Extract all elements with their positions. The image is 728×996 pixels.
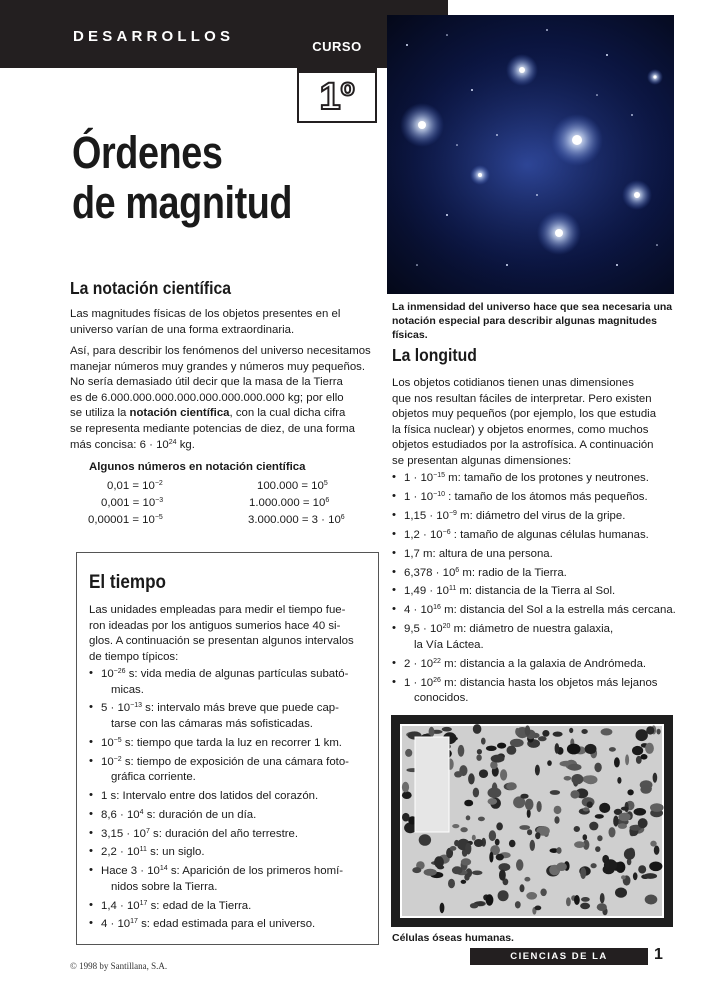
list-item-text: m: distancia del Sol a la estrella más cercana. — [440, 604, 676, 617]
text-line: objetos muy pequeños (por ejemplo, los que estudia — [392, 408, 657, 421]
notation-examples-box — [80, 455, 378, 535]
title-line: de magnitud — [72, 177, 293, 228]
list-item-continuation: micas. — [111, 683, 144, 696]
list-item-line — [101, 845, 371, 861]
list-item-continuation: gráfica corriente. — [111, 771, 196, 784]
text-line: ron ideadas por los antiguos sumerios hace 40 si- — [89, 619, 341, 632]
bullet-marker: • — [89, 826, 93, 839]
page-title — [72, 128, 292, 228]
list-item-value: 4 · 10 — [404, 604, 434, 617]
value: 1.000.000 = 10 — [249, 497, 326, 509]
list-item-line — [101, 827, 371, 843]
text-line — [70, 406, 385, 422]
list-item-line — [404, 676, 704, 692]
exponent: −26 — [113, 668, 126, 675]
bullet-marker: • — [392, 527, 396, 540]
exponent: 16 — [433, 604, 441, 612]
list-item-continuation: conocidos. — [414, 692, 469, 705]
list-item-value: 1,4 · 10 — [101, 899, 140, 912]
course-label: CURSO — [299, 17, 375, 73]
exponent: −5 — [113, 736, 122, 744]
bullet-marker: • — [89, 845, 93, 858]
exponent: 24 — [168, 438, 177, 446]
list-item-text: m: distancia de la Tierra al Sol. — [456, 585, 616, 598]
notation-cell — [88, 514, 163, 526]
notation-cell — [107, 480, 163, 492]
text-run: más concisa: 6 · 10 — [70, 438, 169, 451]
list-item-line — [404, 622, 704, 638]
list-item-text: m: diámetro de nuestra galaxia, — [450, 623, 614, 636]
list-item-line — [101, 899, 371, 915]
list-item — [404, 603, 704, 619]
exponent: −3 — [155, 497, 164, 504]
title-line: Órdenes — [72, 127, 223, 178]
text-run: kg. — [176, 438, 195, 451]
list-item-text: s: tiempo que tarda la luz en recorrer 1 km. — [121, 736, 342, 749]
notation-paragraph-1: Las magnitudes físicas de los objetos presentes en el universo varían de una forma extraordinaria. — [70, 308, 341, 336]
bullet-marker: • — [89, 667, 93, 679]
list-item — [404, 584, 704, 600]
list-item-line — [404, 584, 704, 600]
list-item-text: m: tamaño de los protones y neutrones. — [445, 472, 649, 484]
list-item-value: 1,7 m: altura de una persona. — [404, 547, 553, 560]
exponent: −2 — [154, 480, 163, 487]
list-item-line — [101, 736, 371, 752]
bone-cells-image — [391, 715, 673, 927]
section-label: DESARROLLOS — [73, 28, 235, 45]
text-line: la física nuclear) y objetos enormes, como muchos — [392, 423, 649, 436]
list-item-line — [101, 667, 371, 683]
list-item — [404, 547, 704, 563]
text-line: manejar números muy grandes y números muy pequeños. — [70, 360, 366, 373]
bullet-marker: • — [392, 603, 396, 616]
value: 100.000 = 10 — [257, 480, 324, 492]
list-item-value: Hace 3 · 10 — [101, 865, 160, 878]
text-line: se presentan algunas dimensiones: — [392, 454, 572, 467]
text-line: glos. A continuación se presentan algunos intervalos — [89, 635, 354, 648]
list-item — [101, 899, 371, 915]
exponent: 17 — [130, 918, 138, 926]
list-item-text: s: duración del año terrestre. — [149, 827, 299, 840]
list-item-value: 2,2 · 10 — [101, 846, 140, 859]
list-item-value: 1 s: Intervalo entre dos latidos del corazón. — [101, 790, 319, 802]
bullet-marker: • — [89, 864, 93, 877]
list-item-text: s: edad de la Tierra. — [147, 899, 252, 912]
bullet-marker: • — [392, 622, 396, 635]
list-item-line — [101, 789, 371, 805]
list-item — [101, 667, 371, 698]
exponent: 6 — [325, 497, 330, 504]
list-item-line — [404, 603, 704, 619]
list-item-value: 1,2 · 10 — [404, 528, 443, 541]
bullet-marker: • — [89, 917, 93, 930]
text-run: , con la cual dicha cifra — [229, 407, 346, 420]
bullet-marker: • — [392, 565, 396, 578]
list-item — [404, 490, 704, 506]
subject-label: CIENCIAS DE LA NATURALEZA — [470, 948, 648, 965]
bullet-marker: • — [392, 675, 396, 688]
list-item-text: s: vida media de algunas partículas subató- — [125, 668, 349, 680]
list-item-line — [404, 528, 704, 544]
list-item — [404, 509, 704, 525]
notation-heading: La notación científica — [70, 278, 232, 298]
bullet-marker: • — [392, 471, 396, 483]
list-item-value: 1,49 · 10 — [404, 585, 449, 598]
list-item-line — [101, 917, 371, 933]
value: 0,01 = 10 — [107, 480, 155, 492]
exponent: 5 — [323, 480, 328, 487]
list-item — [101, 736, 371, 752]
list-item-line — [101, 808, 371, 824]
text-line: Así, para describir los fenómenos del universo necesitamos — [70, 345, 371, 357]
list-item-line — [101, 755, 371, 771]
list-item-line — [404, 547, 704, 563]
bullet-marker: • — [392, 489, 396, 502]
exponent: 11 — [448, 585, 457, 593]
list-item — [404, 622, 704, 653]
value: 3.000.000 = 3 · 10 — [248, 514, 341, 526]
page-number: 1 — [654, 946, 663, 963]
list-item-text: s: tiempo de exposición de una cámara foto- — [121, 755, 349, 768]
list-item-value: 6,378 · 10 — [404, 566, 456, 579]
bullet-marker: • — [89, 754, 93, 767]
list-item-value: 1 · 10 — [404, 490, 434, 503]
list-item-text: m: diámetro del virus de la gripe. — [456, 509, 626, 522]
list-item-text: s: Aparición de los primeros homí- — [167, 865, 344, 878]
list-item-line — [101, 701, 371, 717]
value: 0,001 = 10 — [101, 497, 156, 509]
exponent: 17 — [139, 899, 148, 907]
list-item-value: 1 · 10 — [404, 472, 434, 484]
list-item-value: 3,15 · 10 — [101, 827, 146, 840]
list-item-value: 4 · 10 — [101, 918, 131, 931]
exponent: 6 — [340, 514, 345, 521]
text-line: que nos resultan fáciles de interpretar. Pero existen — [392, 392, 652, 405]
notation-cell — [249, 497, 329, 509]
exponent: 14 — [159, 865, 168, 873]
list-item — [404, 676, 704, 707]
space-image-caption: La inmensidad del universo hace que sea necesaria una notación especial para describir algunas magnitudes físicas. — [392, 301, 673, 341]
text-run: se utiliza la — [70, 407, 130, 420]
time-intro — [89, 603, 364, 665]
copyright: © 1998 by Santillana, S.A. — [70, 961, 168, 971]
exponent: −5 — [154, 514, 163, 521]
list-item-text: m: distancia a la galaxia de Andrómeda. — [440, 657, 647, 670]
text-line: Los objetos cotidianos tienen unas dimensiones — [392, 377, 634, 389]
bullet-marker: • — [89, 735, 93, 748]
list-item-value: 2 · 10 — [404, 657, 434, 670]
notation-cell — [101, 497, 163, 509]
notation-box-title: Algunos números en notación científica — [89, 461, 306, 473]
text-line — [70, 438, 385, 454]
list-item-line — [404, 471, 704, 487]
list-item — [101, 808, 371, 824]
list-item — [404, 471, 704, 487]
exponent: −9 — [448, 509, 457, 517]
exponent: 26 — [433, 676, 441, 684]
list-item-value: 10 — [101, 736, 114, 749]
list-item — [404, 528, 704, 544]
list-item-text: s: duración de un día. — [143, 808, 257, 821]
list-item-text: s: un siglo. — [146, 846, 205, 859]
text-line: de tiempo típicos: — [89, 650, 179, 663]
list-item-line — [404, 566, 704, 582]
list-item — [101, 845, 371, 861]
exponent: 22 — [433, 657, 441, 665]
text-line: objetos estudiados por la astrofísica. A continuación — [392, 439, 654, 452]
exponent: −13 — [130, 702, 143, 710]
list-item — [404, 566, 704, 582]
list-item-value: 5 · 10 — [101, 702, 131, 715]
length-heading: La longitud — [392, 345, 477, 365]
exponent: 7 — [145, 827, 150, 835]
text-line: es de 6.000.000.000.000.000.000.000.000 kg; por ello — [70, 391, 344, 404]
list-item-value: 1 · 10 — [404, 676, 434, 689]
list-item-value: 10 — [101, 668, 114, 680]
list-item — [101, 755, 371, 786]
list-item-continuation: la Vía Láctea. — [414, 638, 484, 651]
notation-cell — [257, 480, 328, 492]
bullet-marker: • — [89, 807, 93, 820]
list-item — [101, 827, 371, 843]
exponent: 20 — [442, 623, 451, 631]
text-line: No sería demasiado útil decir que la masa de la Tierra — [70, 376, 343, 389]
length-intro — [392, 376, 692, 470]
list-item — [101, 917, 371, 933]
bullet-marker: • — [392, 656, 396, 669]
list-item — [101, 701, 371, 732]
list-item-continuation: tarse con las cámaras más sofisticadas. — [111, 717, 313, 730]
exponent: −2 — [113, 755, 122, 763]
notation-paragraph-2 — [70, 344, 385, 453]
star-cluster-image — [387, 15, 674, 294]
bullet-marker: • — [392, 546, 396, 559]
list-item-value: 10 — [101, 755, 114, 768]
list-item-value: 8,6 · 10 — [101, 808, 140, 821]
exponent: 11 — [139, 846, 147, 854]
bullet-marker: • — [89, 701, 93, 714]
list-item-text: m: distancia hasta los objetos más lejanos — [440, 676, 658, 689]
list-item — [101, 864, 371, 895]
list-item-value: 1,15 · 10 — [404, 509, 449, 522]
list-item-continuation: nidos sobre la Tierra. — [111, 880, 218, 893]
bullet-marker: • — [89, 789, 93, 801]
list-item-text: : tamaño de los átomos más pequeños. — [445, 490, 648, 503]
list-item-line — [404, 657, 704, 673]
value: 0,00001 = 10 — [88, 514, 155, 526]
course-badge — [297, 15, 377, 123]
text-line: Las unidades empleadas para medir el tiempo fue- — [89, 604, 346, 616]
bullet-marker: • — [89, 898, 93, 911]
list-item-text: : tamaño de algunas células humanas. — [450, 528, 649, 541]
list-item-line — [404, 490, 704, 506]
exponent: 6 — [455, 566, 460, 574]
list-item-line — [101, 864, 371, 880]
list-item-line — [404, 509, 704, 525]
exponent: −6 — [442, 528, 451, 536]
cells-image-caption: Células óseas humanas. — [392, 932, 514, 944]
list-item — [101, 789, 371, 805]
list-item — [404, 657, 704, 673]
exponent: 4 — [139, 808, 144, 816]
bullet-marker: • — [392, 508, 396, 521]
exponent: −10 — [433, 490, 446, 498]
list-item-text: s: intervalo más breve que puede cap- — [142, 702, 339, 715]
time-heading: El tiempo — [89, 572, 166, 593]
bold-term: notación científica — [129, 407, 230, 420]
bullet-marker: • — [392, 584, 396, 597]
exponent: −15 — [433, 472, 446, 479]
list-item-value: 9,5 · 10 — [404, 623, 443, 636]
list-item-text: m: radio de la Tierra. — [459, 566, 567, 579]
course-number: 1º — [319, 76, 355, 118]
text-line: se representa mediante potencias de diez, de una forma — [70, 422, 355, 435]
list-item-text: s: edad estimada para el universo. — [137, 918, 316, 931]
notation-cell — [248, 514, 345, 526]
